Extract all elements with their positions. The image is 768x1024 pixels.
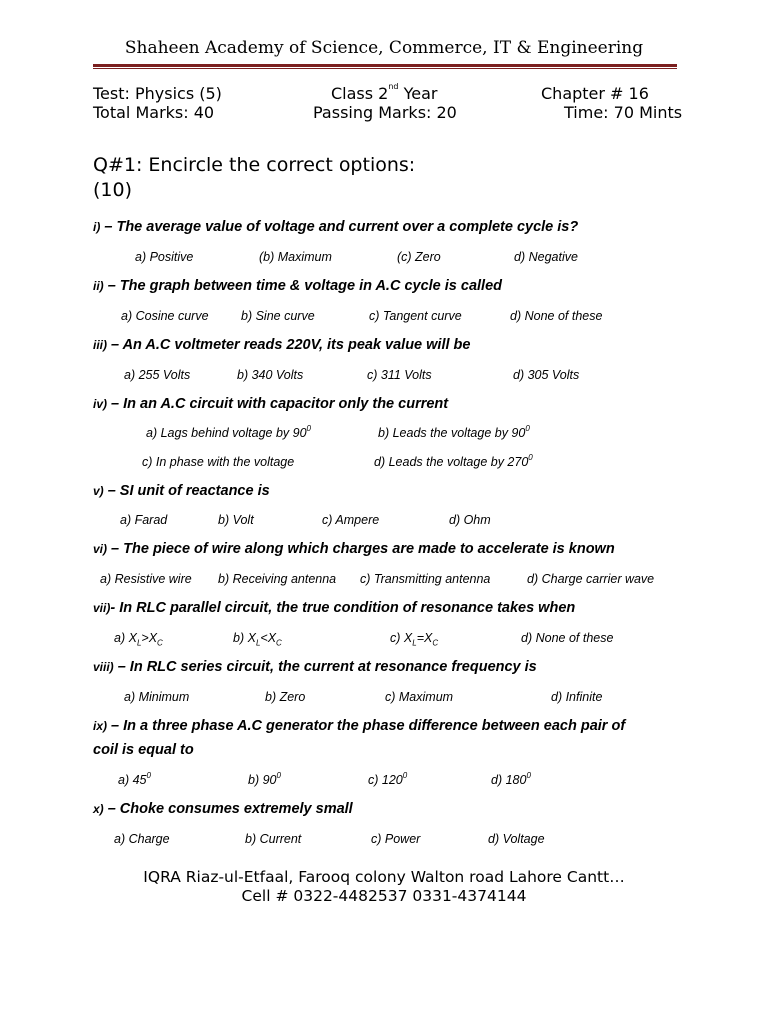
q3-option-a: a) 255 Volts [124, 368, 191, 382]
q4-option-a: a) Lags behind voltage by $90^0$ [146, 424, 311, 440]
q10-option-c: c) Power [371, 832, 421, 846]
footer-address: IQRA Riaz-ul-Etfaal, Farooq colony Walton road Lahore Cantt… [143, 868, 625, 886]
q1-option-a: a) Positive [135, 250, 194, 264]
question-9-continued: coil is equal to [93, 742, 194, 758]
question-10: x) – Choke consumes extremely small [93, 801, 353, 817]
passing-marks: Passing Marks: 20 [313, 103, 457, 122]
q8-option-a: a) Minimum [124, 690, 190, 704]
q6-option-b: b) Receiving antenna [218, 572, 337, 586]
header-rule-thin [93, 68, 677, 69]
footer-cell: Cell # 0322-4482537 0331-4374144 [241, 887, 527, 905]
q2-option-b: b) Sine curve [241, 309, 315, 323]
question-2: ii) – The graph between time & voltage in A.C cycle is called [93, 278, 503, 294]
q8-option-d: d) Infinite [551, 690, 603, 704]
q6-option-c: c) Transmitting antenna [360, 572, 491, 586]
question-3: iii) – An A.C voltmeter reads 220V, its peak value will be [93, 337, 471, 353]
section-title: Q#1: Encircle the correct options: [93, 154, 416, 176]
academy-title: Shaheen Academy of Science, Commerce, IT & Engineering [124, 38, 644, 58]
time-allowed: Time: 70 Mints [564, 103, 683, 122]
question-7: vii)- In RLC parallel circuit, the true condition of resonance takes when [93, 600, 576, 616]
chapter-label: Chapter # 16 [541, 84, 649, 103]
q5-option-a: a) Farad [120, 513, 168, 527]
q2-option-c: c) Tangent curve [369, 309, 462, 323]
question-8: viii) – In RLC series circuit, the current at resonance frequency is [93, 659, 537, 675]
q6-option-d: d) Charge carrier wave [527, 572, 655, 586]
header-rule-thick [93, 64, 677, 67]
q7-option-d: d) None of these [521, 631, 614, 645]
q9-option-b: b) $90^0$ [248, 771, 281, 787]
q2-option-d: d) None of these [510, 309, 603, 323]
q7-option-c: c) $X_L=X_C$ [390, 631, 439, 648]
question-4: iv) – In an A.C circuit with capacitor only the current [93, 396, 449, 412]
q10-option-a: a) Charge [114, 832, 170, 846]
q2-option-a: a) Cosine curve [121, 309, 209, 323]
total-marks: Total Marks: 40 [93, 103, 215, 122]
q1-option-c: (c) Zero [397, 250, 441, 264]
question-9: ix) – In a three phase A.C generator the phase difference between each pair of [93, 718, 626, 734]
q9-option-d: d) $180^0$ [491, 771, 531, 787]
class-label: Class 2nd Year [331, 82, 438, 103]
q6-option-a: a) Resistive wire [100, 572, 192, 586]
question-6: vi) – The piece of wire along which charges are made to accelerate is known [93, 541, 615, 557]
q3-option-d: d) 305 Volts [513, 368, 580, 382]
q7-option-b: b) $X_L<X_C$ [233, 631, 282, 648]
q4-option-b: b) Leads the voltage by $90^0$ [378, 424, 530, 440]
q9-option-a: a) $45^0$ [118, 771, 151, 787]
q8-option-c: c) Maximum [385, 690, 454, 704]
question-5: v) – SI unit of reactance is [93, 483, 270, 499]
section-marks: (10) [93, 179, 133, 201]
q4-option-c: c) In phase with the voltage [142, 455, 295, 469]
q5-option-c: c) Ampere [322, 513, 380, 527]
q10-option-b: b) Current [245, 832, 302, 846]
question-1: i) – The average value of voltage and current over a complete cycle is? [93, 219, 579, 235]
q9-option-c: c) $120^0$ [368, 771, 408, 787]
q7-option-a: a) $X_L>X_C$ [114, 631, 163, 648]
q8-option-b: b) Zero [265, 690, 306, 704]
q3-option-c: c) 311 Volts [367, 368, 432, 382]
q1-option-b: (b) Maximum [259, 250, 332, 264]
q1-option-d: d) Negative [514, 250, 578, 264]
q4-option-d: d) Leads the voltage by $270^0$ [374, 453, 533, 469]
q5-option-d: d) Ohm [449, 513, 491, 527]
q5-option-b: b) Volt [218, 513, 254, 527]
q3-option-b: b) 340 Volts [237, 368, 304, 382]
q10-option-d: d) Voltage [488, 832, 545, 846]
test-subject: Test: Physics (5) [93, 84, 222, 103]
